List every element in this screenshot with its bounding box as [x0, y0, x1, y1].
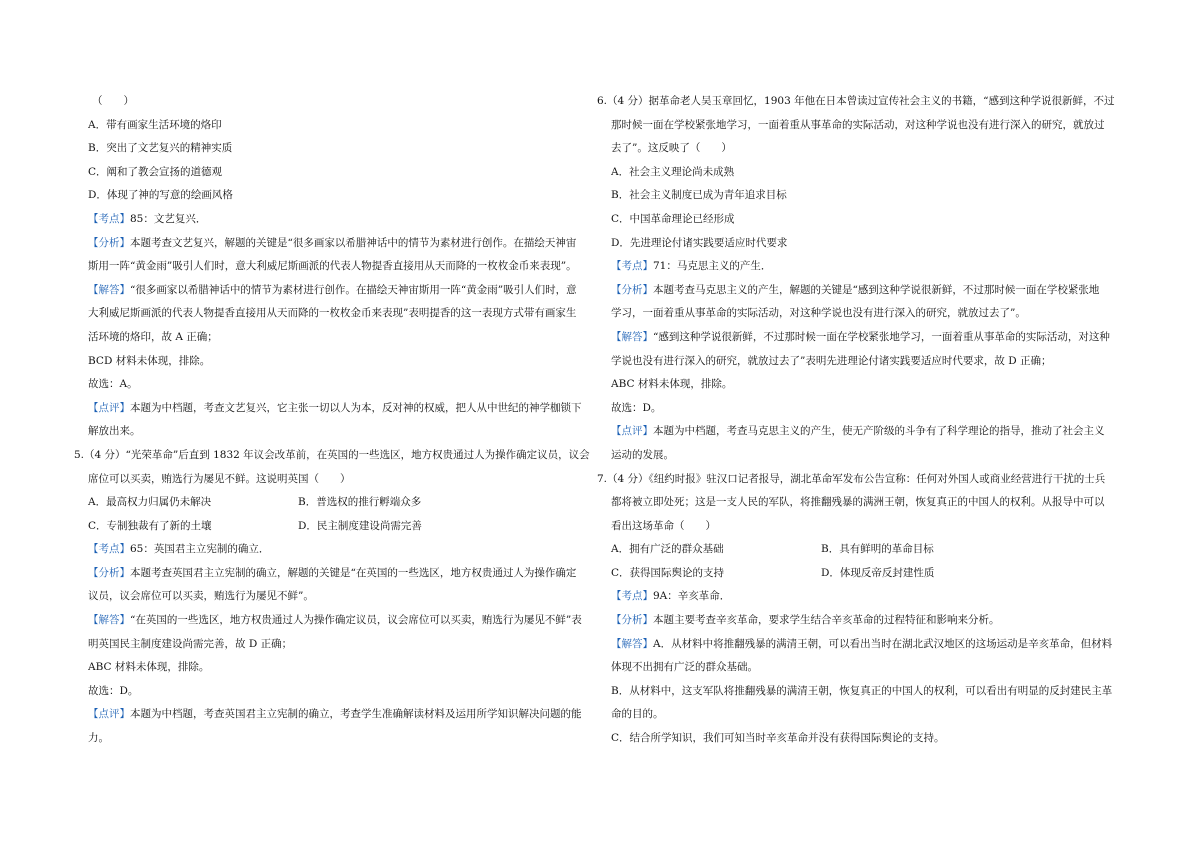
q5-dianping-2: 力。	[88, 732, 109, 745]
q7-option-d: D．体现反帝反封建性质	[821, 566, 935, 579]
q5-fenxi-2: 议员，议会席位可以买卖，贿选行为屡见不鲜”。	[88, 590, 314, 603]
q4-answer: 故选：A。	[88, 378, 138, 391]
jieda-tag: 【解答】	[88, 614, 130, 627]
q7-stem-2: 都将被立即处死；这是一支人民的军队，将推翻残暴的满洲王朝，恢复真正的中国人的权利。从报导中可以	[611, 496, 1105, 509]
q5-kaodian	[88, 538, 600, 562]
q5-answer: 故选：D。	[88, 684, 139, 697]
jieda-text: “在英国的一些选区，地方权贵通过人为操作确定议员，议会席位可以买卖，贿选行为屡见不鲜”表	[130, 614, 582, 627]
left-column	[74, 90, 600, 751]
q7-options-row-2	[611, 562, 1129, 586]
fenxi-tag: 【分析】	[88, 236, 130, 249]
q6-dianping-2: 运动的发展。	[611, 448, 674, 461]
q6-option-a: A．社会主义理论尚未成熟	[611, 165, 735, 178]
jieda-text: “感到这种学说很新鲜，不过那时候一面在学校紧张地学习，一面着重从事革命的实际活动，对这种	[653, 330, 1110, 343]
kaodian-tag: 【考点】	[611, 260, 653, 273]
q5-option-d: D．民主制度建设尚需完善	[298, 519, 422, 532]
kaodian-tag: 【考点】	[611, 590, 653, 603]
fenxi-text: 本题考查文艺复兴，解题的关键是“很多画家以希腊神话中的情节为素材进行创作。在描绘天神宙	[130, 236, 577, 249]
q6-option-c: C．中国革命理论已经形成	[611, 212, 735, 225]
q7-jieda-5: C．结合所学知识，我们可知当时辛亥革命并没有获得国际舆论的支持。	[611, 732, 945, 745]
dianping-text: 本题为中档题，考查马克思主义的产生，使无产阶级的斗争有了科学理论的指导，推动了社会主义	[653, 425, 1105, 438]
q4-jieda-2: 大利威尼斯画派的代表人物提香直接用从天而降的一枚枚金币来表现”表明提香的这一表现方式带有画家生	[88, 307, 577, 320]
jieda-tag: 【解答】	[611, 637, 653, 650]
q4-dianping-2: 解放出来。	[88, 425, 141, 438]
q7-jieda-1	[611, 633, 1129, 657]
q7-jieda-2: 体现不出拥有广泛的群众基础。	[611, 661, 758, 674]
q4-fenxi-2: 斯用一阵“黄金雨”吸引人们时，意大利威尼斯画派的代表人物提香直接用从天而降的一枚枚金币来表现”。	[88, 260, 577, 273]
q4-jieda-3: 活环境的烙印，故 A 正确；	[88, 330, 218, 343]
right-column	[597, 90, 1129, 751]
q4-fenxi-1	[88, 232, 600, 256]
q5-option-a: A．最高权力归属仍未解决	[88, 496, 212, 509]
q5-stem-1: 5.（4 分）“光荣革命”后直到 1832 年议会改革前，在英国的一些选区，地方权贵通过人为操作确定议员，议会	[74, 448, 590, 461]
dianping-tag: 【点评】	[611, 425, 653, 438]
kaodian-text: 85：文艺复兴．	[130, 212, 207, 225]
dianping-tag: 【点评】	[88, 401, 130, 414]
q6-option-d: D．先进理论付诸实践要适应时代要求	[611, 236, 788, 249]
q6-stem-1: 6.（4 分）据革命老人吴玉章回忆，1903 年他在日本曾读过宣传社会主义的书籍，“感到这种学说很新鲜，不过	[597, 95, 1115, 107]
q5-stem-2: 席位可以买卖，贿选行为屡见不鲜。这说明英国（ ）	[88, 472, 351, 485]
q6-stem-3: 去了”。这反映了（ ）	[611, 142, 732, 155]
q6-extra-1: ABC 材料未体现，排除。	[611, 378, 733, 391]
fenxi-text: 本题考查马克思主义的产生，解题的关键是“感到这种学说很新鲜，不过那时候一面在学校紧张地	[653, 283, 1100, 296]
q7-stem-1: 7.（4 分）《纽约时报》驻汉口记者报导，湖北革命军发布公告宣称：任何对外国人或商业经营进行干扰的士兵	[597, 472, 1106, 485]
fenxi-tag: 【分析】	[611, 283, 653, 296]
q4-jieda-1	[88, 279, 600, 303]
q6-option-b: B．社会主义制度已成为青年追求目标	[611, 189, 787, 202]
kaodian-text: 9A：辛亥革命．	[653, 590, 731, 603]
kaodian-text: 71：马克思主义的产生．	[653, 260, 772, 273]
q5-fenxi-1	[88, 562, 600, 586]
fenxi-tag: 【分析】	[611, 614, 653, 627]
q7-fenxi	[611, 609, 1129, 633]
q7-stem-3: 看出这场革命（ ）	[611, 519, 716, 532]
q5-extra-1: ABC 材料未体现，排除。	[88, 661, 210, 674]
q4-option-a: A．带有画家生活环境的烙印	[88, 118, 222, 131]
kaodian-text: 65：英国君主立宪制的确立．	[130, 543, 270, 556]
jieda-text: A．从材料中将推翻残暴的满清王朝，可以看出当时在湖北武汉地区的这场运动是辛亥革命，但材料	[653, 637, 1113, 650]
q5-options-row-1	[88, 491, 600, 515]
q6-answer: 故选：D。	[611, 401, 662, 414]
q7-option-a: A．拥有广泛的群众基础	[611, 543, 724, 556]
q4-kaodian	[88, 208, 600, 232]
q4-option-b: B．突出了文艺复兴的精神实质	[88, 142, 233, 155]
q7-option-c: C．获得国际舆论的支持	[611, 566, 725, 579]
q5-option-c: C．专制独裁有了新的土壤	[88, 519, 212, 532]
q6-kaodian	[611, 255, 1129, 279]
q6-jieda-2: 学说也没有进行深入的研究，就放过去了”表明先进理论付诸实践要适应时代要求，故 D 正确；	[611, 354, 1052, 367]
fenxi-text: 本题考查英国君主立宪制的确立，解题的关键是“在英国的一些选区，地方权贵通过人为操作确定	[130, 566, 577, 579]
q4-option-c: C．阐和了教会宣扬的道德观	[88, 165, 223, 178]
jieda-text: “很多画家以希腊神话中的情节为素材进行创作。在描绘天神宙斯用一阵“黄金雨”吸引人们时，意	[130, 283, 577, 296]
q6-fenxi-2: 学习，一面着重从事革命的实际活动，对这种学说也没有进行深入的研究，就放过去了”。	[611, 307, 1026, 320]
q7-option-b: B．具有鲜明的革命目标	[821, 543, 934, 556]
dianping-text: 本题为中档题，考查文艺复兴，它主张一切以人为本，反对神的权威，把人从中世纪的神学枷锁下	[130, 401, 582, 414]
q6-stem-2: 那时候一面在学校紧张地学习，一面着重从事革命的实际活动，对这种学说也没有进行深入的研究，就放过	[611, 118, 1105, 131]
q7-options-row-1	[611, 538, 1129, 562]
q7-jieda-4: 命的目的。	[611, 708, 664, 721]
q4-extra-1: BCD 材料未体现，排除。	[88, 354, 211, 367]
q5-dianping-1	[88, 703, 600, 727]
q4-dianping-1	[88, 397, 600, 421]
kaodian-tag: 【考点】	[88, 212, 130, 225]
q6-dianping-1	[611, 420, 1129, 444]
q5-jieda-1	[88, 609, 600, 633]
q6-fenxi-1	[611, 279, 1129, 303]
kaodian-tag: 【考点】	[88, 543, 130, 556]
jieda-tag: 【解答】	[88, 283, 130, 296]
q4-option-d: D．体现了神的写意的绘画风格	[88, 189, 233, 202]
q4-paren: （ ）	[92, 95, 134, 107]
q5-options-row-2	[88, 515, 600, 539]
q6-jieda-1	[611, 326, 1129, 350]
dianping-tag: 【点评】	[88, 708, 130, 721]
dianping-text: 本题为中档题，考查英国君主立宪制的确立，考查学生准确解读材料及运用所学知识解决问题的能	[130, 708, 582, 721]
q5-jieda-2: 明英国民主制度建设尚需完善，故 D 正确；	[88, 637, 293, 650]
jieda-tag: 【解答】	[611, 330, 653, 343]
q5-option-b: B．普选权的推行孵端众多	[298, 496, 422, 509]
fenxi-text: 本题主要考查辛亥革命，要求学生结合辛亥革命的过程特征和影响来分析。	[653, 614, 1000, 627]
q7-jieda-3: B．从材料中，这支军队将推翻残暴的满清王朝，恢复真正的中国人的权利，可以看出有明显的反封建民主革	[611, 684, 1113, 697]
q7-kaodian	[611, 585, 1129, 609]
fenxi-tag: 【分析】	[88, 566, 130, 579]
